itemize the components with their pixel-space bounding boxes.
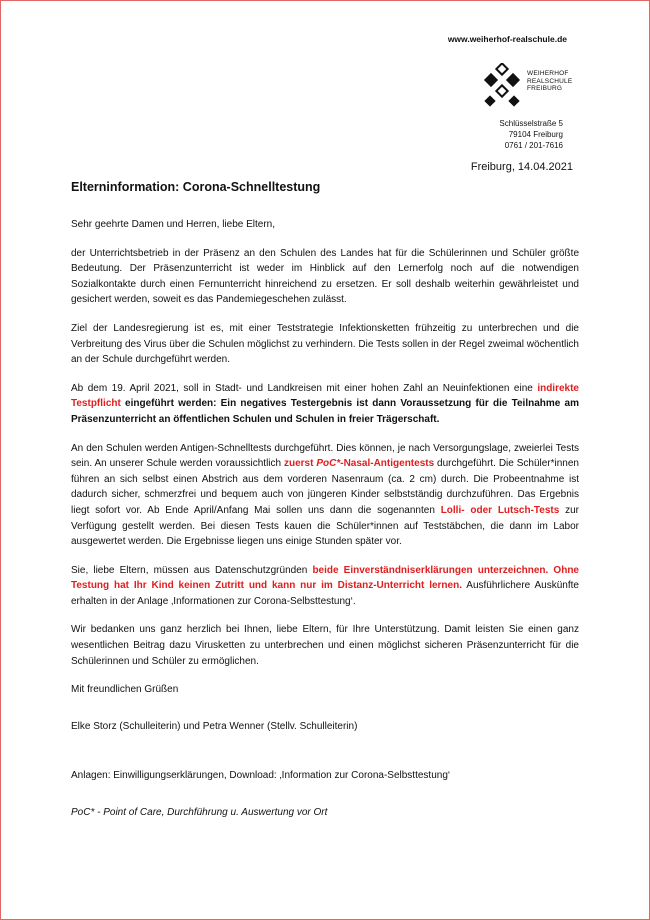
highlight-testpflicht: indirekte Testpflicht (71, 382, 579, 410)
paragraph-3: Ab dem 19. April 2021, soll in Stadt- und Landkreisen mit einer hohen Zahl an Neuinfektionen eine indirekte Testpflicht eingeführt werden: Ein negatives Testergebnis ist dann Voraussetzung für die Teilnahme am Präsenzunterricht an öffentlichen Schulen und Schulen in freier Trägerschaft. (71, 382, 579, 425)
paragraph-2: Ziel der Landesregierung ist es, mit einer Teststrategie Infektionsketten frühzeitig zu unterbrechen und die Verbreitung des Virus über die Schulen möglichst zu verhindern. Die Tests sollen in der Regel zweimal wöchentlich an der Schule durchgeführt werden. (71, 322, 579, 366)
school-address (499, 118, 563, 151)
paragraph-5: Sie, liebe Eltern, müssen aus Datenschutzgründen beide Einverständniserklärungen unterzeichnen. Ohne Testung hat Ihr Kind keinen Zutritt und kann nur im Distanz-Unterricht lernen. Ausführlichere Auskünfte erhalten in der Anlage ‚Informationen zur Corona-Selbsttestung‘. (71, 564, 579, 607)
highlight-consent: beide Einverständniserklärungen unterzeichnen. Ohne Testung hat Ihr Kind keinen Zutritt und kann nur im Distanz-Unterricht lernen. (71, 564, 579, 592)
paragraph-1: der Unterrichtsbetrieb in der Präsenz an den Schulen des Landes hat für die Schülerinnen und Schüler größte Bedeutung. Der Präsenzunterricht ist weder im Hinblick auf den Lernerfolg noch auf die notwendigen Sozialkontakte durch einen Fernunterricht hinreichend zu ersetzen. Er soll deshalb weiterhin gewährleistet und gesichert werden, soweit es das Pandemiegeschehen zulässt. (71, 247, 579, 306)
website-url[interactable]: www.weiherhof-realschule.de (447, 34, 567, 44)
letter-body (71, 217, 579, 834)
address-phone: 0761 / 201-7616 (504, 141, 563, 150)
paragraph-6: Wir bedanken uns ganz herzlich bei Ihnen, liebe Eltern, für Ihre Unterstützung. Damit leisten Sie einen ganz wesentlichen Beitrag dazu Virusketten zu unterbrechen und einen möglichst sicheren Präsenzunterricht für die Schülerinnen und Schüler zu ermöglichen. (71, 624, 579, 667)
footnote: PoC* - Point of Care, Durchführung u. Auswertung vor Ort (71, 807, 328, 819)
highlight-lolli-tests: Lolli- oder Lutsch-Tests (440, 504, 560, 516)
address-city: 79104 Freiburg (508, 130, 563, 139)
logo-wordmark: WEIHERHOF REALSCHULE FREIBURG (527, 70, 573, 92)
school-logo (481, 63, 591, 113)
diamond-logo-icon (481, 63, 525, 113)
highlight-nasal-tests: -Nasal-Antigentests (340, 458, 435, 470)
paragraph-4: An den Schulen werden Antigen-Schnelltests durchgeführt. Dies können, je nach Versorgungslage, zweierlei Tests sein. An unserer Schule werden voraussichtlich zuerst PoC*-Nasal-Antigentests durchgeführt. Die Schüler*innen führen an sich selbst einen Abstrich aus dem vorderen Nasenraum (ca. 2 cm) durch. Die Probeentnahme ist dadurch sicher, schmerzfrei und bequem auch von jüngeren Kinder selbstständig durchzuführen. Das Ergebnis liegt sofort vor. Ab Ende April/Anfang Mai sollen uns dann die sogenannten Lolli- oder Lutsch-Tests zur Verfügung gestellt werden. Bei diesen Tests kauen die Schüler*innen auf Teststäbchen, die dann im Labor ausgewertet werden. Die Ergebnisse liegen uns einige Stunden später vor. (71, 442, 579, 548)
closing: Mit freundlichen Grüßen (71, 684, 179, 696)
salutation: Sehr geehrte Damen und Herren, liebe Eltern, (71, 219, 276, 230)
letter-title: Elterninformation: Corona-Schnelltestung (71, 180, 321, 194)
letter-date: Freiburg, 14.04.2021 (470, 161, 573, 173)
signature: Elke Storz (Schulleiterin) und Petra Wenner (Stellv. Schulleiterin) (71, 720, 358, 732)
attachments: Anlagen: Einwilligungserklärungen, Download: ‚Information zur Corona-Selbsttestung‘ (71, 770, 451, 782)
address-street: Schlüsselstraße 5 (499, 119, 563, 128)
